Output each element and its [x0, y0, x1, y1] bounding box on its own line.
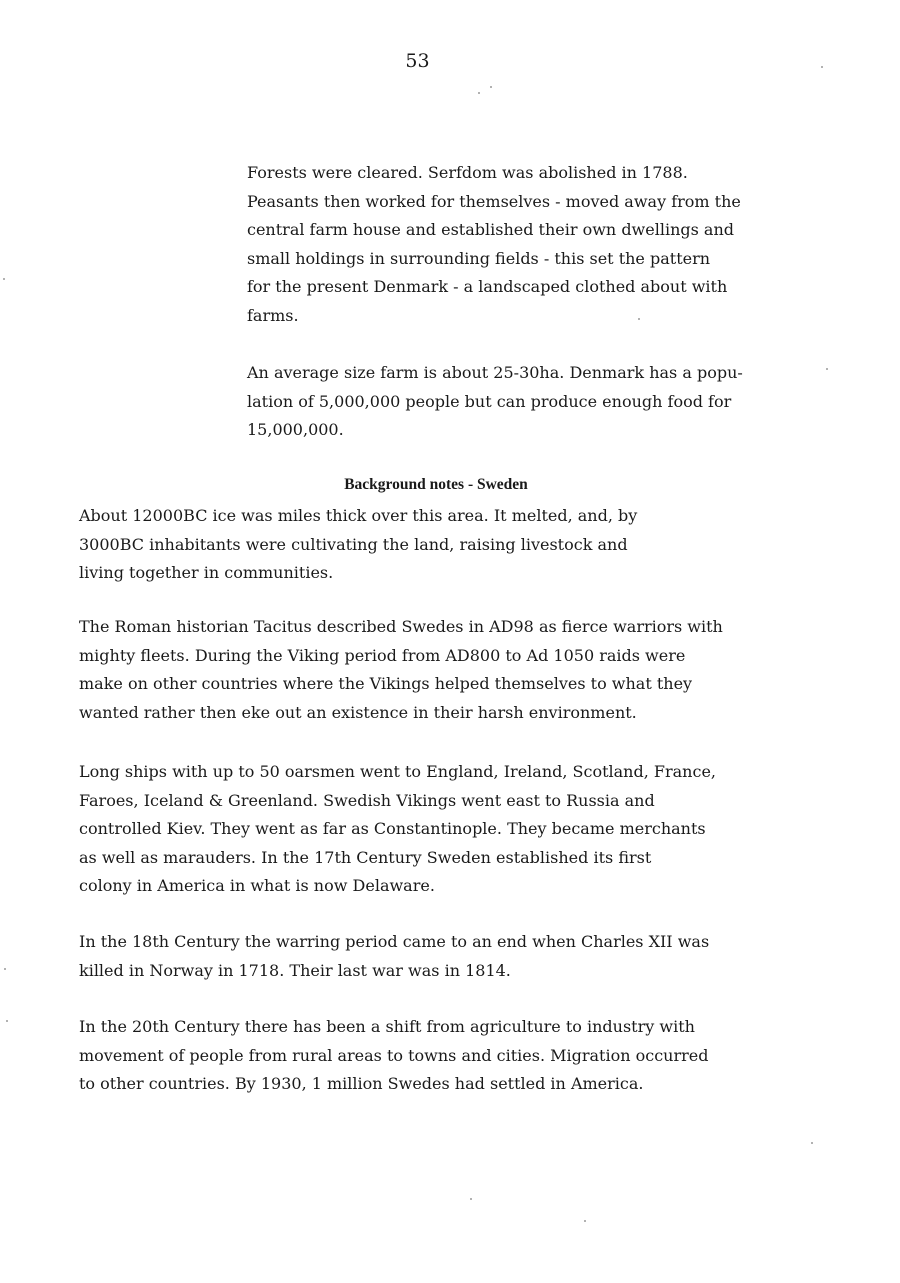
scan-speck	[4, 968, 6, 970]
text-line: mighty fleets. During the Viking period from AD800 to Ad 1050 raids were	[79, 645, 686, 665]
text-line: 15,000,000.	[247, 420, 344, 440]
text-line: In the 18th Century the warring period came to an end when Charles XII was	[79, 932, 710, 951]
scan-speck	[490, 86, 492, 88]
text-line: lation of 5,000,000 people but can produce enough food for	[247, 391, 732, 411]
scan-speck	[826, 368, 828, 370]
scan-speck	[821, 66, 823, 68]
text-line: colony in America in what is now Delaware.	[79, 876, 435, 896]
text-line: living together in communities.	[79, 563, 334, 583]
text-line: About 12000BC ice was miles thick over this area. It melted, and, by	[79, 506, 638, 525]
text-line: In the 20th Century there has been a shift from agriculture to industry with	[79, 1017, 695, 1036]
scan-speck	[478, 92, 480, 94]
section-heading: Background notes - Sweden	[344, 476, 528, 493]
text-line: killed in Norway in 1718. Their last war was in 1814.	[79, 960, 511, 980]
text-line: small holdings in surrounding fields - this set the pattern	[247, 248, 711, 268]
text-line: wanted rather then eke out an existence in their harsh environment.	[79, 702, 637, 722]
text-line: farms.	[247, 305, 299, 325]
text-line: Forests were cleared. Serfdom was abolished in 1788.	[247, 163, 688, 182]
scan-speck	[811, 1142, 813, 1144]
text-line: as well as marauders. In the 17th Century Sweden established its first	[79, 847, 652, 867]
text-line: to other countries. By 1930, 1 million Swedes had settled in America.	[79, 1074, 644, 1094]
text-line: 3000BC inhabitants were cultivating the land, raising livestock and	[79, 534, 628, 554]
sweden-paragraph-3	[79, 758, 716, 901]
text-line: for the present Denmark - a landscaped clothed about with	[247, 277, 728, 297]
scan-speck	[6, 1020, 8, 1022]
text-line: The Roman historian Tacitus described Swedes in AD98 as fierce warriors with	[79, 617, 723, 636]
denmark-paragraph-1	[247, 159, 741, 331]
text-line: Faroes, Iceland & Greenland. Swedish Vikings went east to Russia and	[79, 790, 655, 810]
text-line: Long ships with up to 50 oarsmen went to England, Ireland, Scotland, France,	[79, 762, 716, 781]
text-line: central farm house and established their own dwellings and	[247, 220, 734, 240]
text-line: make on other countries where the Vikings helped themselves to what they	[79, 674, 693, 694]
text-line: Peasants then worked for themselves - moved away from the	[247, 191, 741, 211]
page-number: 53	[405, 50, 430, 72]
sweden-paragraph-5	[79, 1013, 709, 1099]
sweden-paragraph-1	[79, 502, 637, 588]
text-line: An average size farm is about 25-30ha. Denmark has a popu-	[247, 363, 743, 382]
text-line: controlled Kiev. They went as far as Constantinople. They became merchants	[79, 819, 706, 839]
sweden-paragraph-4	[79, 928, 709, 985]
scan-speck	[638, 318, 640, 320]
text-line: movement of people from rural areas to towns and cities. Migration occurred	[79, 1045, 709, 1065]
denmark-paragraph-2	[247, 359, 743, 445]
scan-speck	[584, 1220, 586, 1222]
sweden-paragraph-2	[79, 613, 723, 727]
scan-speck	[3, 278, 5, 280]
scan-speck	[470, 1198, 472, 1200]
